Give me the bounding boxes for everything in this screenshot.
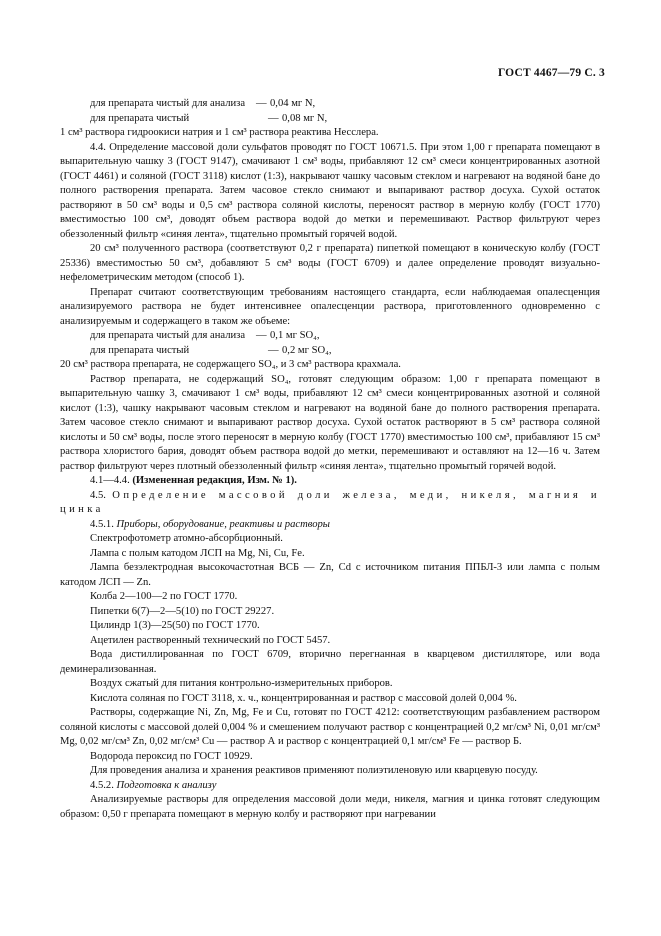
paragraph-edit-note bbox=[60, 474, 600, 489]
equipment-item: Лампа безэлектродная высокочастотная ВСБ — Zn, Cd с источником питания ППБЛ-3 или лампа с полым катодом ЛСП — Zn. bbox=[60, 562, 600, 588]
section-title: Приборы, оборудование, реактивы и растворы bbox=[116, 518, 330, 530]
equipment-item: Колба 2—100—2 по ГОСТ 1770. bbox=[90, 591, 238, 602]
section-number: 4.5.1. bbox=[90, 518, 114, 530]
paragraph-4-4: 4.4. Определение массовой доли сульфатов проводят по ГОСТ 10671.5. При этом 1,00 г препарата помещают в выпарительную чашку 3 (ГОСТ 9147), смачивают 1 см³ воды, прибавляют 12 см³ смеси концентрированных азотной (ГОСТ 4461) и соляной (ГОСТ 3118) кислот (1:3), накрывают чашку часовым стеклом и нагревают на водяной бане до полного растворения препарата. Затем часовое стекло снимают и выпаривают раствор досуха. Сухой остаток растворяют в 50 см³ воды и 0,5 см³ раствора соляной кислоты, переносят раствор в мерную колбу (ГОСТ 1770) вместимостью 100 см³, доводят объем раствора водой до метки и перемешивают. Раствор фильтруют через обеззоленный фильтр «синяя лента», тщательно промытый горячей водой. bbox=[60, 141, 600, 240]
paragraph-so4-solution: 20 см³ раствора препарата, не содержащего SO₄, и 3 см³ раствора крахмала. bbox=[60, 359, 401, 370]
equipment-item: Растворы, содержащие Ni, Zn, Mg, Fe и Cu, готовят по ГОСТ 4212: соответствующим разбавлением раствором соляной кислоты с массовой долей 0,004 % и смешением получают раствор с концентрацией 0,2 мг/см³ Ni, 0,01 мг/см³ Mg, 0,02 мг/см³ Zn, 0,02 мг/см³ Cu — раствор А и раствор с концентрацией 0,1 мг/см³ Fe — раствор Б. bbox=[60, 707, 600, 747]
limit-row bbox=[60, 97, 600, 112]
paragraph-20: 20 см³ полученного раствора (соответствуют 0,2 г препарата) пипеткой помещают в коническую колбу (ГОСТ 25336) вместимостью 50 см³, добавляют 5 см³ воды (ГОСТ 6709) и далее определение проводят визуально-нефелометрическим методом (способ 1). bbox=[60, 243, 600, 283]
section-4-5-heading bbox=[60, 489, 600, 518]
document-body bbox=[60, 97, 600, 822]
paragraph-reagent: 1 см³ раствора гидроокиси натрия и 1 см³ раствора реактива Несслера. bbox=[60, 127, 379, 138]
limit-label: для препарата чистый для анализа bbox=[90, 330, 246, 341]
equipment-item: Спектрофотометр атомно-абсорбционный. bbox=[90, 533, 283, 544]
section-number: 4.5.2. bbox=[90, 779, 114, 791]
limit-dash: — bbox=[256, 98, 267, 109]
equipment-item: Кислота соляная по ГОСТ 3118, х. ч., концентрированная и раствор с массовой долей 0,004 %. bbox=[90, 692, 517, 704]
section-title: Определение массовой доли железа, меди, никеля, магния и цинка bbox=[60, 489, 600, 515]
limit-label: для препарата чистый bbox=[90, 112, 190, 124]
edit-note-text: (Измененная редакция, Изм. № 1). bbox=[132, 475, 297, 486]
limit-dash: — bbox=[268, 344, 279, 356]
limit-label: для препарата чистый bbox=[90, 344, 190, 356]
paragraph-requirement: Препарат считают соответствующим требованиям настоящего стандарта, если наблюдаемая опалесценция анализируемого раствора не будет интенсивнее опалесценции раствора, приготовленного одновременно с анализируемым и содержащего в таком же объеме: bbox=[60, 286, 600, 327]
limit-label: для препарата чистый для анализа bbox=[90, 98, 246, 109]
section-title: Подготовка к анализу bbox=[116, 779, 217, 791]
section-4-5-1-heading bbox=[60, 518, 600, 533]
section-4-5-2-heading bbox=[60, 779, 600, 794]
limit-value: 0,1 мг SO₄, bbox=[270, 330, 320, 341]
equipment-item: Вода дистиллированная по ГОСТ 6709, вторично перегнанная в кварцевом дистилляторе, или вода деминерализованная. bbox=[60, 649, 600, 675]
limit-row bbox=[60, 329, 600, 344]
limit-dash: — bbox=[256, 330, 267, 341]
limit-value: 0,08 мг N, bbox=[282, 112, 328, 124]
limit-value: 0,04 мг N, bbox=[270, 98, 316, 109]
section-number: 4.5. bbox=[90, 489, 106, 501]
equipment-item: Для проведения анализа и хранения реактивов применяют полиэтиленовую или кварцевую посуду. bbox=[90, 765, 538, 776]
limit-row bbox=[60, 112, 600, 127]
equipment-item: Цилиндр 1(3)—25(50) по ГОСТ 1770. bbox=[90, 620, 260, 631]
paragraph-preparation: Раствор препарата, не содержащий SO₄, готовят следующим образом: 1,00 г препарата помещают в выпарительную чашку 3, смачивают 1 см³ воды, прибавляют 12 см³ смеси концентрированных азотной и соляной кислот (1:3), чашку накрывают часовым стеклом и нагревают на водяной бане до полного растворения препарата. Затем часовое стекло снимают и выпаривают раствор досуха. Сухой остаток растворяют в 5 см³ раствора соляной кислоты и 50 см³ воды, после этого переносят в мерную колбу (ГОСТ 1770) вместимостью 100 см³, прибавляют 15 см³ раствора хлористого бария, доводят объем раствора водой до метки, перемешивают и оставляют на 12—16 ч. Затем раствор фильтруют через плотный обеззоленный фильтр «синяя лента», тщательно промытый горячей водой. bbox=[60, 373, 600, 472]
equipment-item: Пипетки 6(7)—2—5(10) по ГОСТ 29227. bbox=[90, 605, 275, 617]
equipment-item: Ацетилен растворенный технический по ГОСТ 5457. bbox=[90, 634, 331, 646]
limit-dash: — bbox=[268, 112, 279, 124]
page-header: ГОСТ 4467—79 С. 3 bbox=[497, 67, 605, 79]
paragraph-final: Анализируемые растворы для определения массовой доли меди, никеля, магния и цинка готовят следующим образом: 0,50 г препарата помещают в мерную колбу и растворяют при нагревании bbox=[60, 794, 600, 820]
limit-value: 0,2 мг SO₄, bbox=[282, 344, 332, 356]
edit-note-number: 4.1—4.4. bbox=[90, 475, 130, 486]
equipment-item: Лампа с полым катодом ЛСП на Mg, Ni, Cu, Fe. bbox=[90, 547, 305, 559]
equipment-item: Воздух сжатый для питания контрольно-измерительных приборов. bbox=[90, 678, 393, 689]
limit-row bbox=[60, 344, 600, 359]
equipment-item: Водорода пероксид по ГОСТ 10929. bbox=[90, 750, 253, 762]
